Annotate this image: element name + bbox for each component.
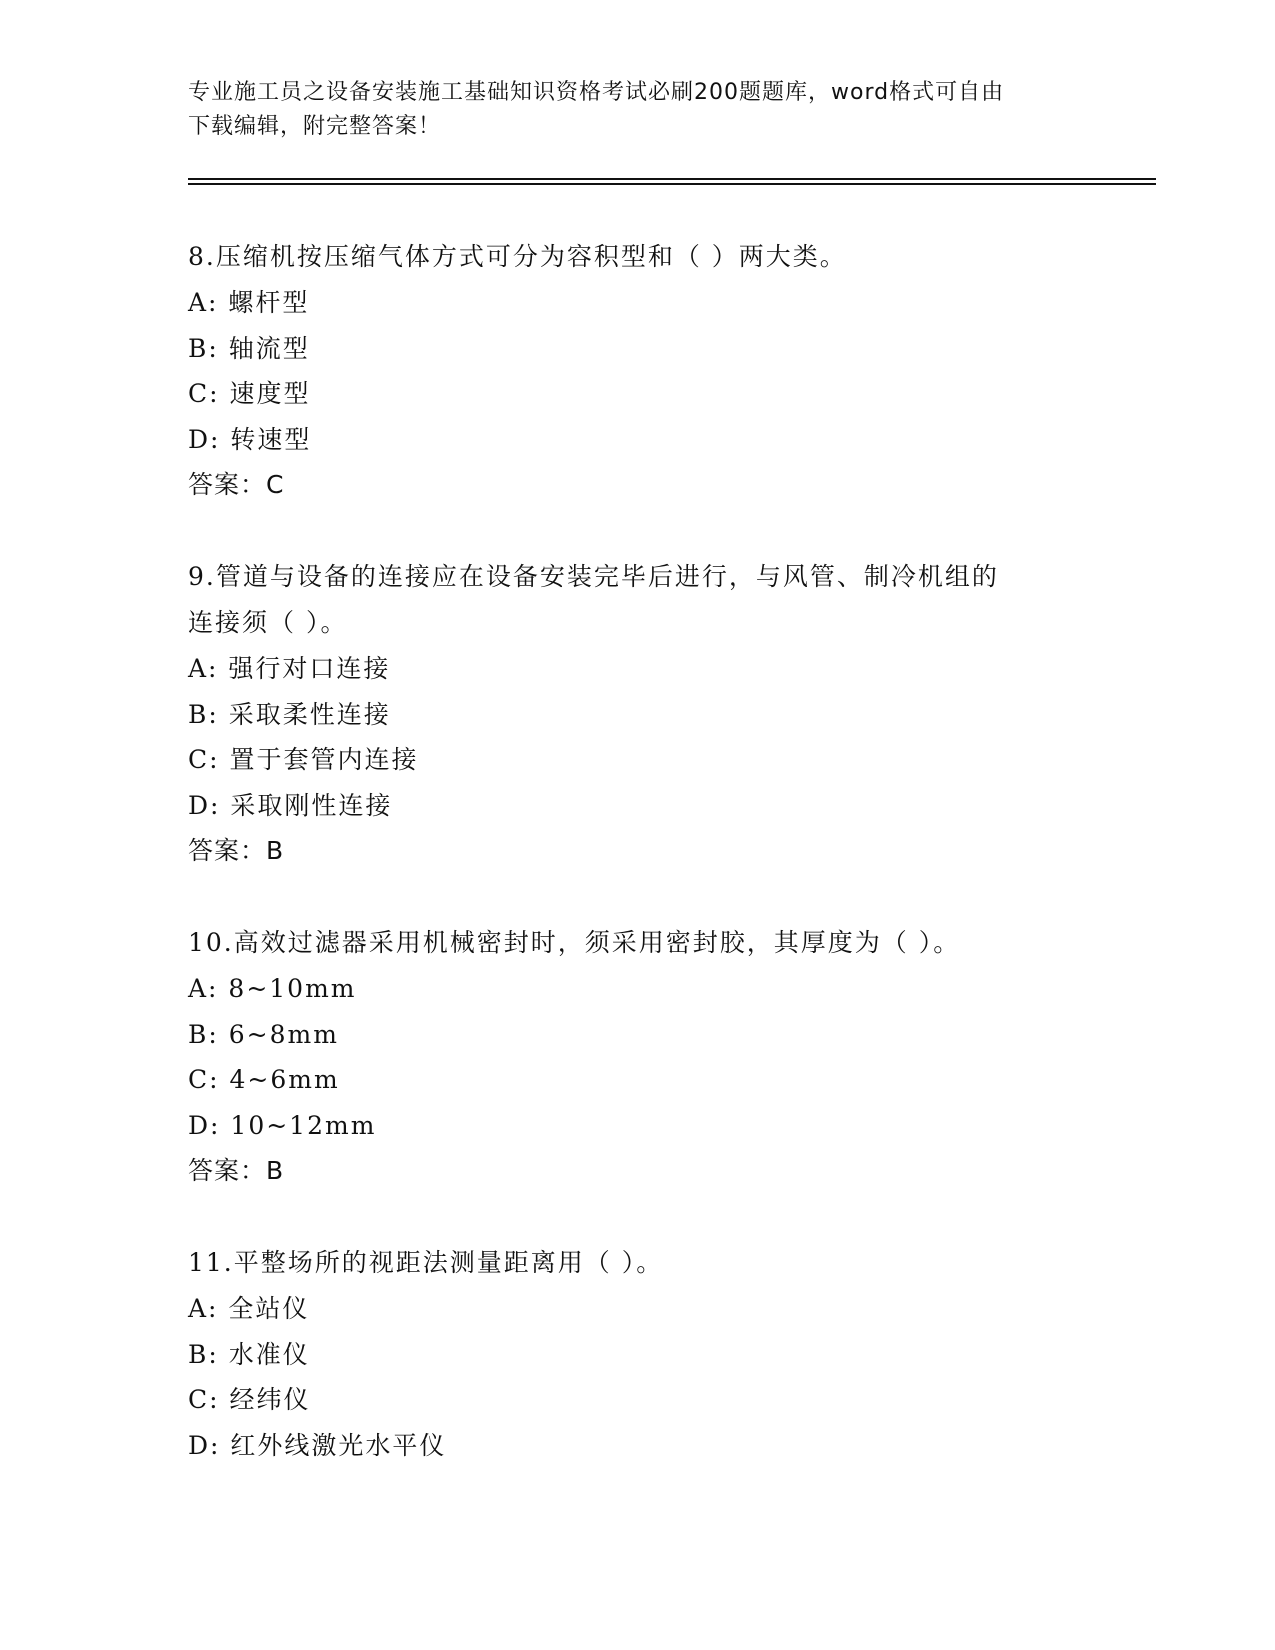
question-stem-line-1: 9.管道与设备的连接应在设备安装完毕后进行，与风管、制冷机组的: [188, 562, 999, 591]
question-stem: 11.平整场所的视距法测量距离用（ ）。: [188, 1248, 664, 1277]
option-c: C: 速度型: [188, 379, 311, 408]
question-stem: 8.压缩机按压缩气体方式可分为容积型和（ ）两大类。: [188, 242, 847, 271]
option-c: C: 4~6mm: [188, 1065, 340, 1094]
header-divider-top: [188, 178, 1156, 180]
header-divider-bottom: [188, 183, 1156, 185]
option-d: D: 红外线激光水平仪: [188, 1430, 447, 1460]
answer-text: 答案：B: [188, 1156, 285, 1185]
option-a: A: 8~10mm: [188, 974, 357, 1003]
option-b: B: 采取柔性连接: [188, 699, 391, 729]
question-11: [188, 1240, 1088, 1468]
option-d: D: 采取刚性连接: [188, 790, 393, 820]
option-d: D: 转速型: [188, 424, 312, 454]
option-c: C: 置于套管内连接: [188, 745, 419, 774]
answer-text: 答案：B: [188, 836, 285, 865]
option-d: D: 10~12mm: [188, 1110, 377, 1140]
document-header: [188, 76, 1078, 144]
option-b: B: 水准仪: [188, 1339, 310, 1369]
header-line-1: 专业施工员之设备安装施工基础知识资格考试必刷200题题库，word格式可自由: [188, 80, 1005, 105]
question-stem: 10.高效过滤器采用机械密封时，须采用密封胶，其厚度为（ ）。: [188, 928, 961, 957]
question-10: [188, 920, 1088, 1194]
answer-text: 答案：C: [188, 470, 285, 499]
question-8: [188, 234, 1088, 508]
option-c: C: 经纬仪: [188, 1385, 311, 1414]
option-a: A: 螺杆型: [188, 288, 310, 317]
header-line-2: 下载编辑，附完整答案！: [188, 114, 442, 139]
option-a: A: 强行对口连接: [188, 654, 391, 683]
option-b: B: 6~8mm: [188, 1019, 339, 1049]
question-9: [188, 554, 1088, 874]
option-a: A: 全站仪: [188, 1294, 310, 1323]
option-b: B: 轴流型: [188, 333, 310, 363]
question-stem-line-2: 连接须（ ）。: [188, 608, 348, 637]
question-list: [188, 234, 1088, 1514]
